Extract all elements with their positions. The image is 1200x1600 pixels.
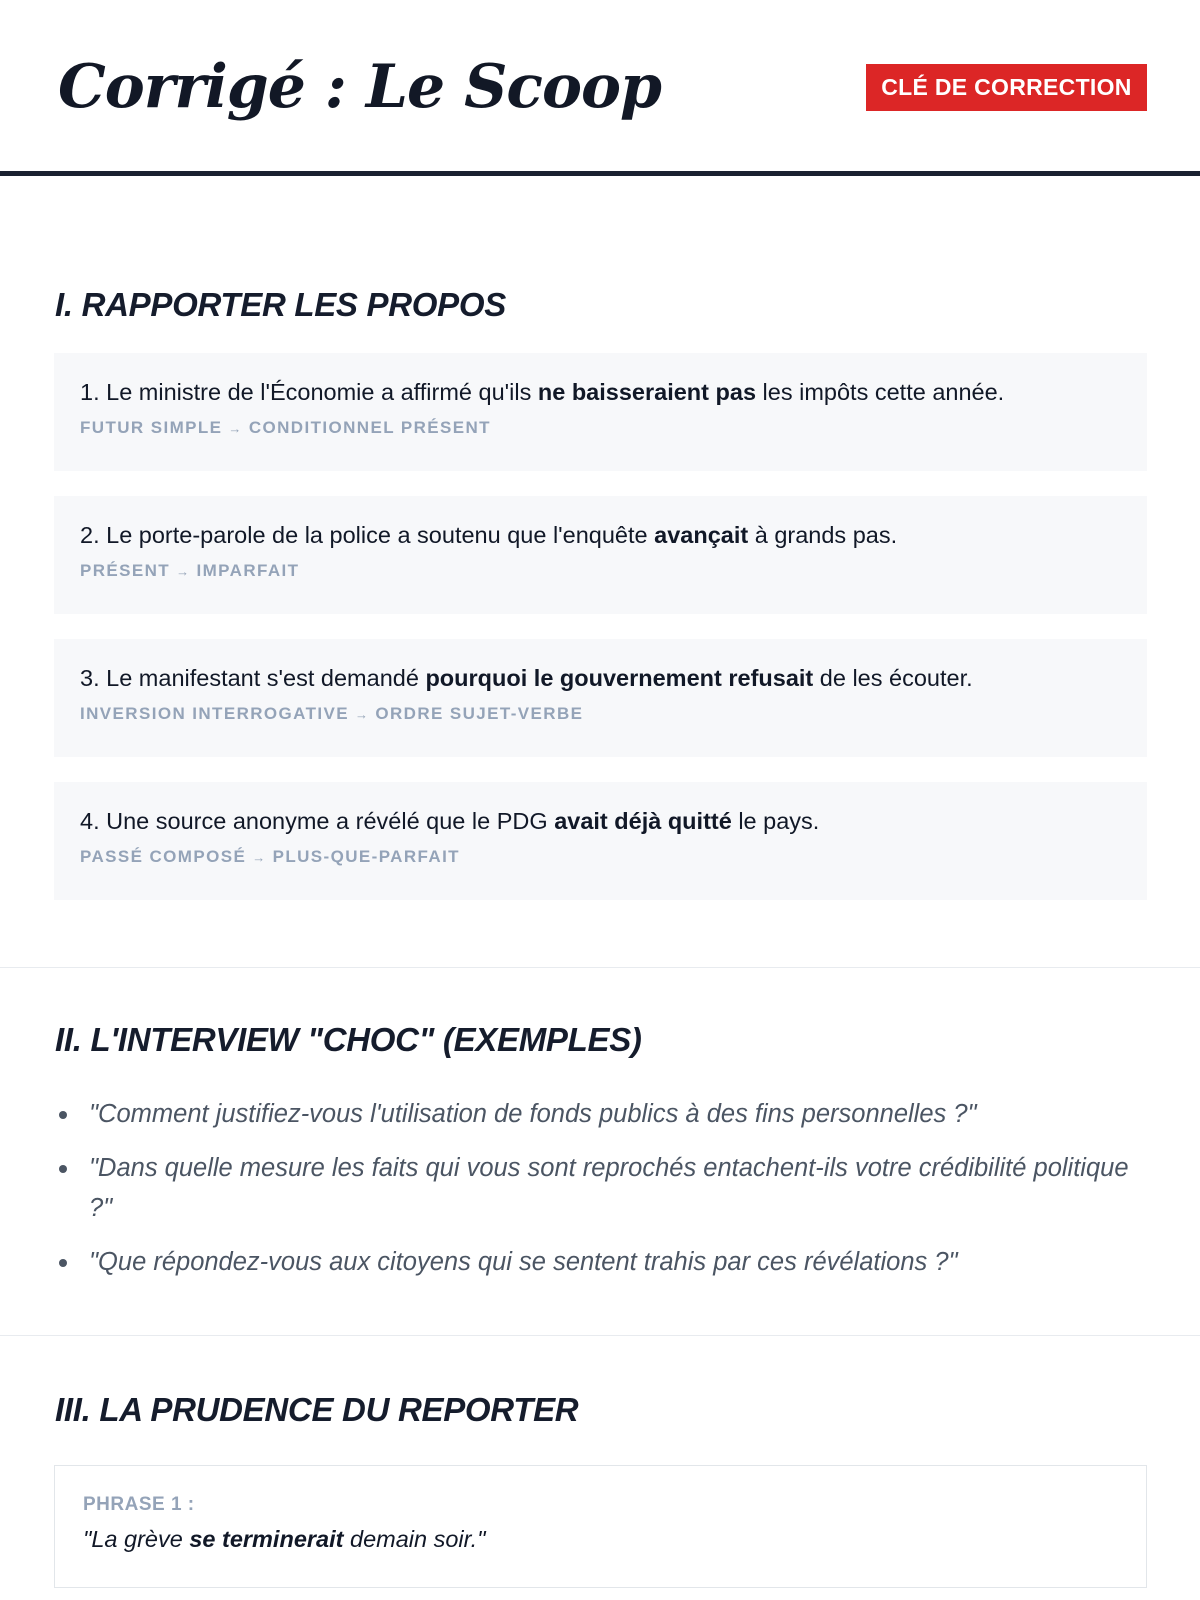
page-header [0, 0, 1200, 176]
answer-card [54, 496, 1147, 614]
phrase-box [54, 1465, 1147, 1588]
page-title: Corrigé : Le Scoop [58, 52, 661, 122]
arrow-icon: → [252, 850, 267, 865]
section-title-interview: II. L'INTERVIEW "CHOC" (EXEMPLES) [55, 1021, 642, 1058]
answer-card [54, 353, 1147, 471]
bullet-icon [59, 1111, 67, 1119]
answer-highlight: avait déjà quitté [554, 808, 732, 834]
phrase-text: "La grève se terminerait demain soir." [83, 1526, 486, 1552]
tense-rule: FUTUR SIMPLE → CONDITIONNEL PRÉSENT [80, 418, 491, 437]
arrow-icon: → [354, 707, 370, 722]
arrow-icon: → [228, 421, 243, 436]
answer-key-badge: CLÉ DE CORRECTION [866, 64, 1147, 111]
answer-highlight: pourquoi le gouvernement refusait [425, 665, 814, 691]
answer-highlight: avançait [654, 522, 749, 548]
section-divider [0, 1335, 1200, 1336]
phrase-highlight: se terminerait [189, 1526, 344, 1552]
answer-sentence: 1. Le ministre de l'Économie a affirmé qu'ils ne baisseraient pas les impôts cette année. [80, 379, 1005, 405]
list-item: "Dans quelle mesure les faits qui vous sont reprochés entachent-ils votre crédibilité politique ?" [55, 1148, 1155, 1228]
tense-rule: PRÉSENT → IMPARFAIT [80, 561, 300, 580]
answer-card [54, 782, 1147, 900]
bullet-icon [59, 1165, 67, 1173]
section-title-reported-speech: I. RAPPORTER LES PROPOS [55, 286, 506, 323]
phrase-label: PHRASE 1 : [83, 1494, 195, 1515]
tense-rule: PASSÉ COMPOSÉ → PLUS-QUE-PARFAIT [80, 847, 460, 866]
question-list [55, 1094, 1155, 1296]
tense-rule: INVERSION INTERROGATIVE → ORDRE SUJET-VERBE [80, 704, 584, 723]
answer-sentence: 4. Une source anonyme a révélé que le PDG avait déjà quitté le pays. [80, 808, 820, 834]
list-item: "Que répondez-vous aux citoyens qui se sentent trahis par ces révélations ?" [55, 1242, 1155, 1282]
list-item: "Comment justifiez-vous l'utilisation de fonds publics à des fins personnelles ?" [55, 1094, 1155, 1134]
section-divider [0, 967, 1200, 968]
answer-card [54, 639, 1147, 757]
answer-sentence: 3. Le manifestant s'est demandé pourquoi le gouvernement refusait de les écouter. [80, 665, 973, 691]
bullet-icon [59, 1259, 67, 1267]
section-title-prudence: III. LA PRUDENCE DU REPORTER [55, 1391, 579, 1428]
arrow-icon: → [176, 564, 191, 579]
answer-sentence: 2. Le porte-parole de la police a soutenu que l'enquête avançait à grands pas. [80, 522, 898, 548]
answer-highlight: ne baisseraient pas [537, 379, 757, 405]
